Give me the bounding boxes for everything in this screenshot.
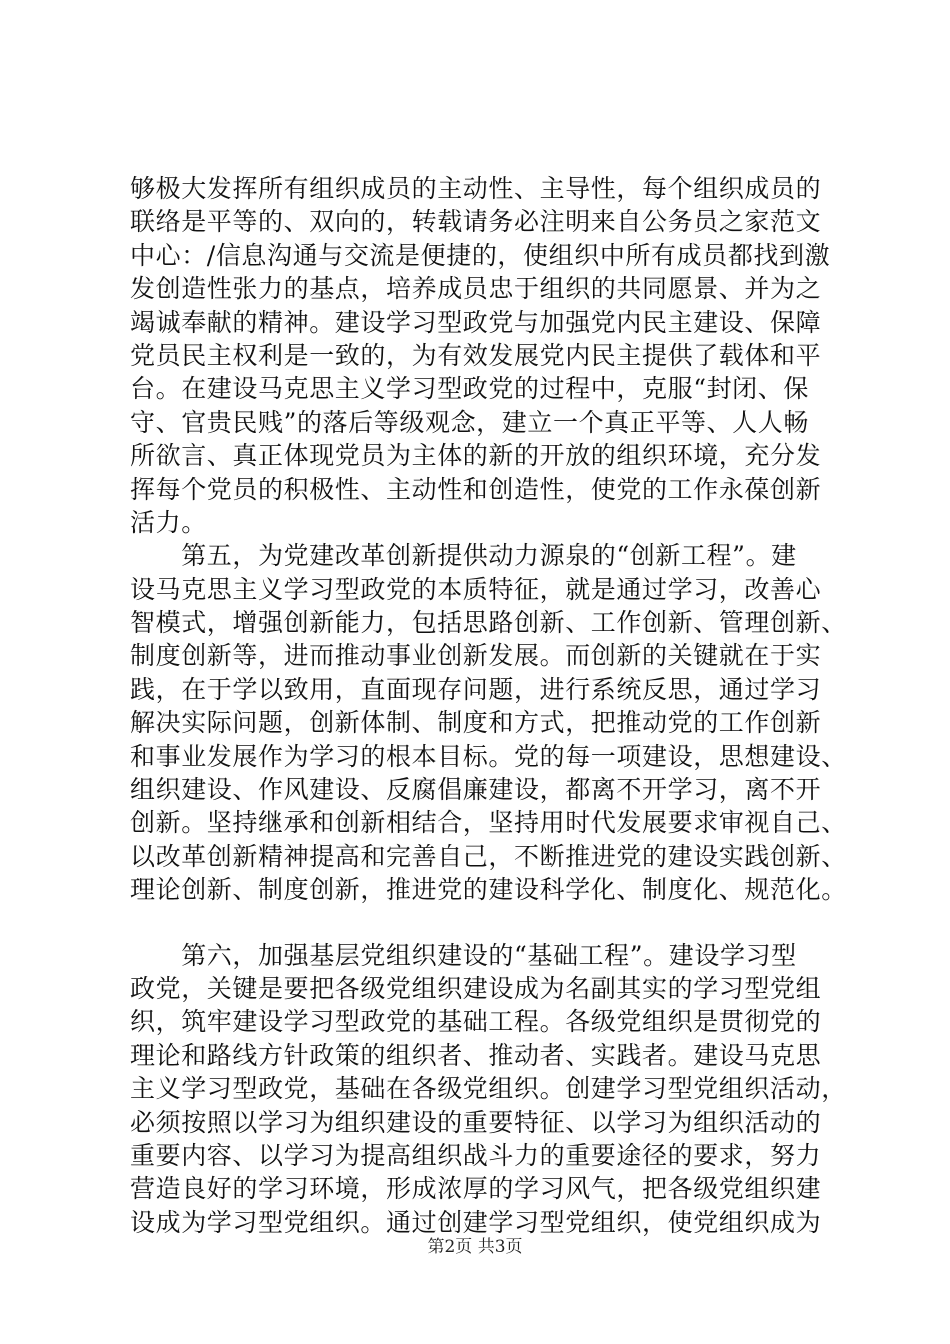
text-line: 挥每个党员的积极性、主动性和创造性，使党的工作永葆创新 [130,474,822,504]
text-line: 够极大发挥所有组织成员的主动性、主导性，每个组织成员的 [130,174,822,203]
text-line: 智模式，增强创新能力，包括思路创新、工作创新、管理创新、 [130,608,847,638]
text-line: 重要内容、以学习为提高组织战斗力的重要途径的要求，努力 [130,1140,822,1170]
text-line: 竭诚奉献的精神。建设学习型政党与加强党内民主建设、保障 [130,307,822,337]
text-line: 理论创新、制度创新，推进党的建设科学化、制度化、规范化。 [130,875,847,905]
text-line: 联络是平等的、双向的，转载请务必注明来自公务员之家范文 [130,207,822,237]
text-line: 必须按照以学习为组织建设的重要特征、以学习为组织活动的 [130,1107,822,1137]
text-line: 践，在于学以致用，直面现存问题，进行系统反思，通过学习 [130,674,822,704]
text-line: 活力。 [130,507,207,537]
text-line: 营造良好的学习环境，形成浓厚的学习风气，把各级党组织建 [130,1174,822,1204]
text-line: 所欲言、真正体现党员为主体的新的开放的组织环境，充分发 [130,441,822,471]
paragraph-continued [130,172,830,539]
text-line: 中心：/信息沟通与交流是便捷的，使组织中所有成员都找到激 [130,240,831,270]
text-line: 主义学习型政党，基础在各级党组织。创建学习型党组织活动， [130,1074,847,1104]
text-line: 组织建设、作风建设、反腐倡廉建设，都离不开学习，离不开 [130,775,822,805]
page-number-footer: 第2页 共3页 [427,1237,523,1257]
document-body [130,172,847,1239]
text-line: 第六，加强基层党组织建设的“基础工程”。建设学习型 [130,940,797,970]
text-line: 创新。坚持继承和创新相结合，坚持用时代发展要求审视自己、 [130,808,847,838]
paragraph-sixth [130,939,847,1240]
text-line: 解决实际问题，创新体制、制度和方式，把推动党的工作创新 [130,708,822,738]
text-line: 发创造性张力的基点，培养成员忠于组织的共同愿景、并为之 [130,274,822,304]
text-line: 台。在建设马克思主义学习型政党的过程中，克服“封闭、保 [130,374,809,404]
text-line: 以改革创新精神提高和完善自己，不断推进党的建设实践创新、 [130,841,847,871]
text-line: 设成为学习型党组织。通过创建学习型党组织，使党组织成为 [130,1207,822,1237]
text-line: 和事业发展作为学习的根本目标。党的每一项建设，思想建设、 [130,741,847,771]
text-line: 制度创新等，进而推动事业创新发展。而创新的关键就在于实 [130,641,822,671]
text-line: 设马克思主义学习型政党的本质特征，就是通过学习，改善心 [130,574,822,604]
paragraph-gap [130,907,830,939]
text-line: 织，筑牢建设学习型政党的基础工程。各级党组织是贯彻党的 [130,1007,822,1037]
paragraph-fifth [130,539,847,906]
text-line: 理论和路线方针政策的组织者、推动者、实践者。建设马克思 [130,1040,822,1070]
text-line: 第五，为党建改革创新提供动力源泉的“创新工程”。建 [130,541,797,571]
text-line: 守、官贵民贱”的落后等级观念，建立一个真正平等、人人畅 [130,407,809,437]
text-line: 党员民主权利是一致的，为有效发展党内民主提供了载体和平 [130,340,822,370]
text-line: 政党，关键是要把各级党组织建设成为名副其实的学习型党组 [130,973,822,1003]
